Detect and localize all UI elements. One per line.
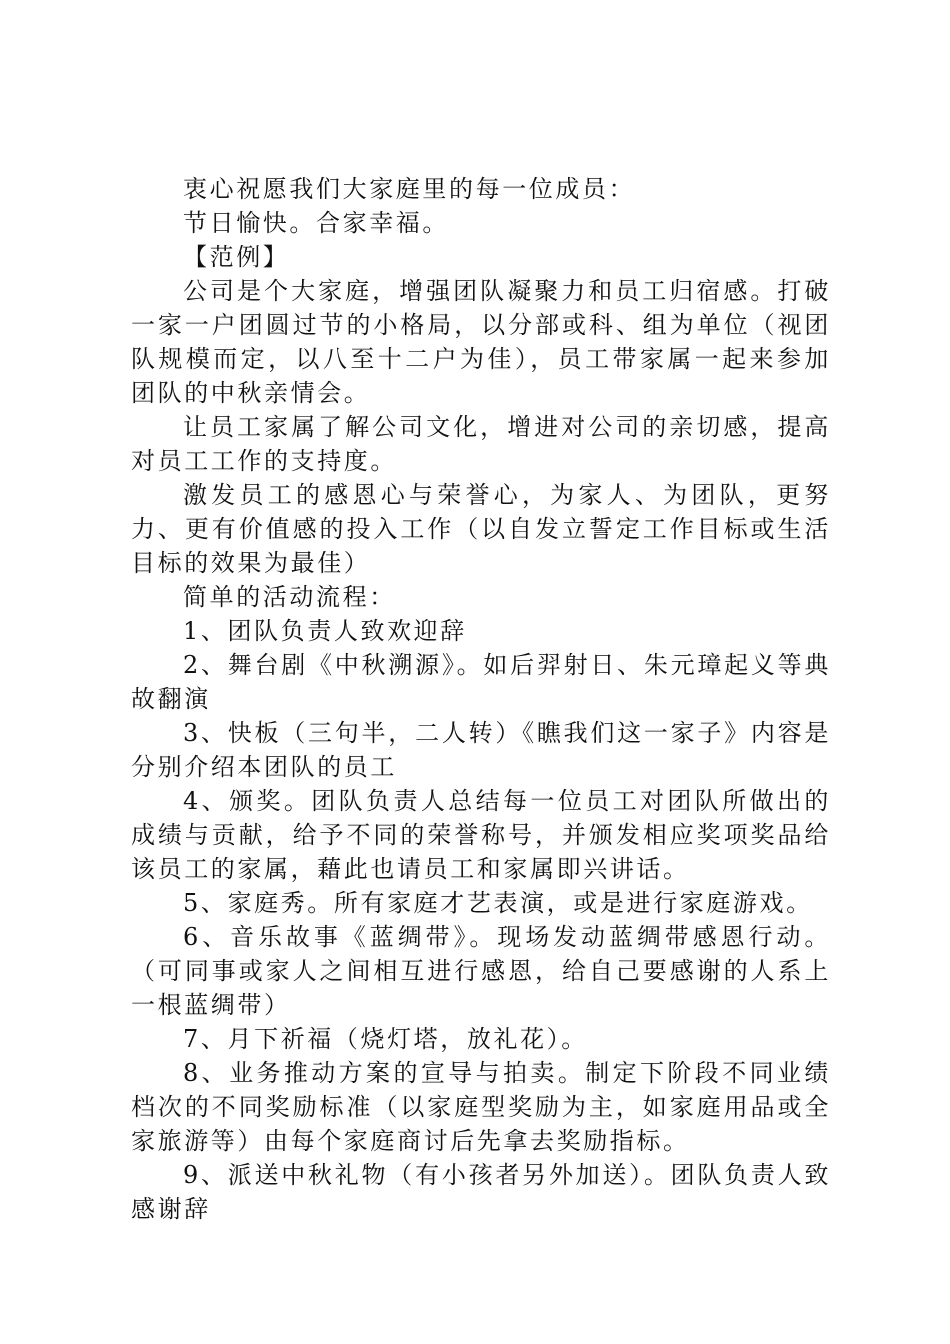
paragraph-company-family: 公司是个大家庭，增强团队凝聚力和员工归宿感。打破一家一户团圆过节的小格局，以分部或科、组为单位（视团队规模而定，以八至十二户为佳），员工带家属一起来参加团队的中秋亲情会。 [131,277,831,407]
list-item-4: 4、颁奖。团队负责人总结每一位员工对团队所做出的成绩与贡献，给予不同的荣誉称号，并颁发相应奖项奖品给该员工的家属，藉此也请员工和家属即兴讲话。 [131,787,831,883]
list-item-6: 6、音乐故事《蓝绸带》。现场发动蓝绸带感恩行动。（可同事或家人之间相互进行感恩，给自己要感谢的人系上一根蓝绸带） [131,923,831,1019]
paragraph-holiday-wish: 节日愉快。合家幸福。 [183,209,449,237]
list-item-5: 5、家庭秀。所有家庭才艺表演，或是进行家庭游戏。 [183,889,813,917]
list-item-3: 3、快板（三句半，二人转）《瞧我们这一家子》内容是分别介绍本团队的员工 [131,719,831,781]
list-item-7: 7、月下祈福（烧灯塔，放礼花）。 [183,1025,588,1053]
paragraph-example-heading: 【范例】 [183,243,290,271]
paragraph-motivation: 激发员工的感恩心与荣誉心，为家人、为团队，更努力、更有价值感的投入工作（以自发立誓定工作目标或生活目标的效果为最佳） [131,481,831,577]
list-item-2: 2、舞台剧《中秋溯源》。如后羿射日、朱元璋起义等典故翻演 [131,651,831,713]
list-item-1: 1、团队负责人致欢迎辞 [183,617,467,645]
list-item-9: 9、派送中秋礼物（有小孩者另外加送）。团队负责人致感谢辞 [131,1161,831,1223]
document-body [131,172,831,1226]
paragraph-family-understanding: 让员工家属了解公司文化，增进对公司的亲切感，提高对员工工作的支持度。 [131,413,831,475]
paragraph-blessing: 衷心祝愿我们大家庭里的每一位成员： [183,175,636,203]
paragraph-process-heading: 简单的活动流程： [183,583,396,611]
list-item-8: 8、业务推动方案的宣导与拍卖。制定下阶段不同业绩档次的不同奖励标准（以家庭型奖励为主，如家庭用品或全家旅游等）由每个家庭商讨后先拿去奖励指标。 [131,1059,831,1155]
